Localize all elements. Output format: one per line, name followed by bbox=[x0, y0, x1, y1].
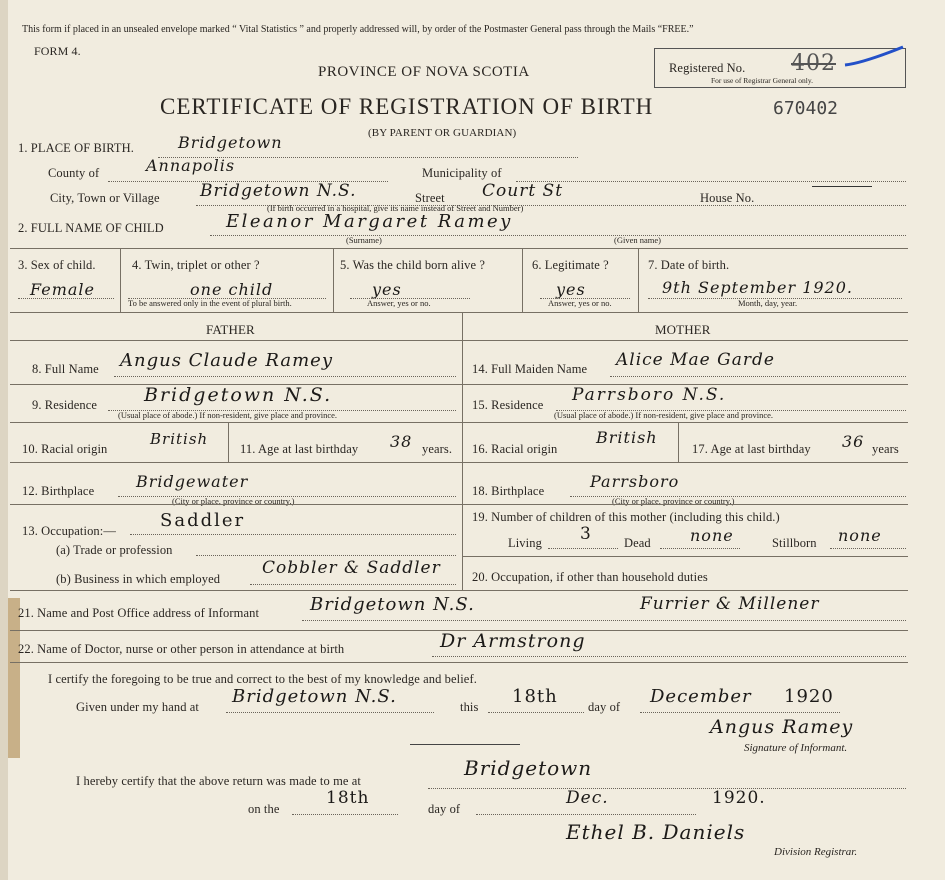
certificate-subtitle: (BY PARENT OR GUARDIAN) bbox=[368, 127, 517, 139]
father-occupation-value: Saddler bbox=[160, 510, 246, 531]
registrar-caption: Division Registrar. bbox=[774, 846, 858, 858]
father-age-label: 11. Age at last birthday bbox=[240, 442, 359, 456]
place-value: Bridgetown bbox=[178, 133, 283, 152]
mother-birthplace-label: 18. Birthplace bbox=[472, 484, 545, 498]
place-label: 1. PLACE OF BIRTH. bbox=[18, 141, 134, 155]
stillborn-value: none bbox=[838, 526, 882, 545]
stillborn-label: Stillborn bbox=[772, 536, 817, 550]
city-value: Bridgetown N.S. bbox=[200, 181, 357, 201]
informant-signature: Angus Ramey bbox=[710, 716, 854, 738]
certify-line: I certify the foregoing to be true and correct to the best of my knowledge and belief. bbox=[48, 672, 477, 686]
father-race-label: 10. Racial origin bbox=[22, 442, 108, 456]
surname-note: (Surname) bbox=[346, 235, 382, 245]
child-value: Eleanor Margaret Ramey bbox=[226, 211, 513, 232]
certify-day: 18th bbox=[512, 686, 558, 707]
checkmark-icon bbox=[843, 43, 913, 73]
street-value: Court St bbox=[482, 181, 564, 201]
alive-value: yes bbox=[372, 280, 402, 299]
trade-label: (a) Trade or profession bbox=[56, 543, 173, 557]
father-occupation-label: 13. Occupation:— bbox=[22, 524, 116, 538]
alive-note: Answer, yes or no. bbox=[367, 298, 431, 308]
informant-value-2: Furrier & Millener bbox=[640, 594, 820, 614]
alive-label: 5. Was the child born alive ? bbox=[340, 258, 486, 272]
registered-note: For use of Registrar General only. bbox=[711, 76, 813, 85]
hospital-note: (If birth occurred in a hospital, give its name instead of Street and Number) bbox=[267, 203, 524, 213]
doctor-value: Dr Armstrong bbox=[440, 630, 586, 652]
father-race-value: British bbox=[150, 430, 209, 448]
city-label: City, Town or Village bbox=[50, 191, 160, 205]
registrar-day: 18th bbox=[326, 788, 370, 808]
mother-years: years bbox=[872, 442, 899, 456]
living-value: 3 bbox=[580, 524, 592, 544]
mother-residence-label: 15. Residence bbox=[472, 398, 544, 412]
registered-box bbox=[654, 48, 906, 88]
dead-label: Dead bbox=[624, 536, 651, 550]
certify-day-of: day of bbox=[588, 700, 621, 714]
sex-value: Female bbox=[30, 280, 95, 299]
father-birthplace-note: (City or place, province or country.) bbox=[172, 496, 295, 506]
mother-residence-value: Parrsboro N.S. bbox=[572, 385, 727, 405]
twin-label: 4. Twin, triplet or other ? bbox=[132, 258, 260, 272]
stamp-number: 670402 bbox=[773, 98, 839, 119]
mail-notice: This form if placed in an unsealed envelope marked “ Vital Statistics ” and properly addressed will, by order of the Postmaster General pass through the Mails “FREE.” bbox=[22, 24, 694, 35]
registrar-place: Bridgetown bbox=[464, 756, 593, 780]
registrar-line: I hereby certify that the above return was made to me at bbox=[76, 774, 361, 788]
mother-birthplace-note: (City or place, province or country.) bbox=[612, 496, 735, 506]
informant-signature-caption: Signature of Informant. bbox=[744, 742, 848, 754]
mother-name-value: Alice Mae Garde bbox=[616, 350, 775, 370]
mother-residence-note: (Usual place of abode.) If non-resident, give place and province. bbox=[554, 410, 774, 420]
county-value: Annapolis bbox=[146, 156, 236, 175]
father-birthplace-value: Bridgewater bbox=[136, 472, 249, 491]
registered-label: Registered No. bbox=[669, 61, 746, 75]
registrar-on-the: on the bbox=[248, 802, 280, 816]
dead-value: none bbox=[690, 526, 734, 545]
doctor-label: 22. Name of Doctor, nurse or other person in attendance at birth bbox=[18, 642, 345, 656]
children-label: 19. Number of children of this mother (including this child.) bbox=[472, 510, 780, 524]
registrar-signature: Ethel B. Daniels bbox=[566, 820, 746, 844]
mother-heading: MOTHER bbox=[655, 322, 711, 337]
given-place: Bridgetown N.S. bbox=[232, 686, 397, 707]
child-label: 2. FULL NAME OF CHILD bbox=[18, 221, 164, 235]
date-note: Month, day, year. bbox=[738, 298, 798, 308]
registrar-year: 1920. bbox=[712, 788, 766, 808]
given-label: Given under my hand at bbox=[76, 700, 200, 714]
legit-value: yes bbox=[556, 280, 586, 299]
mother-age-value: 36 bbox=[842, 432, 865, 451]
mother-race-label: 16. Racial origin bbox=[472, 442, 558, 456]
province-heading: PROVINCE OF NOVA SCOTIA bbox=[318, 64, 530, 80]
business-value: Cobbler & Saddler bbox=[262, 558, 441, 578]
father-name-value: Angus Claude Ramey bbox=[120, 350, 334, 371]
mother-occupation-label: 20. Occupation, if other than household duties bbox=[472, 570, 708, 584]
twin-note: To be answered only in the event of plural birth. bbox=[128, 298, 292, 308]
divider-rule bbox=[410, 744, 520, 745]
date-label: 7. Date of birth. bbox=[648, 258, 730, 272]
legit-label: 6. Legitimate ? bbox=[532, 258, 609, 272]
registered-value: 402 bbox=[791, 51, 836, 76]
informant-value: Bridgetown N.S. bbox=[310, 594, 475, 615]
house-label: House No. bbox=[700, 191, 755, 205]
informant-label: 21. Name and Post Office address of Informant bbox=[18, 606, 260, 620]
mother-race-value: British bbox=[596, 428, 658, 447]
father-birthplace-label: 12. Birthplace bbox=[22, 484, 95, 498]
certificate-title: CERTIFICATE OF REGISTRATION OF BIRTH bbox=[160, 94, 654, 119]
house-dash bbox=[812, 186, 872, 187]
legit-note: Answer, yes or no. bbox=[548, 298, 612, 308]
father-years: years. bbox=[422, 442, 453, 456]
mother-birthplace-value: Parrsboro bbox=[590, 472, 680, 491]
twin-value: one child bbox=[190, 280, 274, 299]
municipality-label: Municipality of bbox=[422, 166, 502, 180]
date-value: 9th September 1920. bbox=[662, 278, 853, 297]
father-name-label: 8. Full Name bbox=[32, 362, 99, 376]
given-note: (Given name) bbox=[614, 235, 661, 245]
street-label: Street bbox=[415, 191, 445, 205]
father-residence-label: 9. Residence bbox=[32, 398, 98, 412]
registrar-day-of: day of bbox=[428, 802, 461, 816]
certify-year: 1920 bbox=[784, 686, 834, 707]
sex-label: 3. Sex of child. bbox=[18, 258, 96, 272]
father-residence-note: (Usual place of abode.) If non-resident, give place and province. bbox=[118, 410, 338, 420]
living-label: Living bbox=[508, 536, 542, 550]
father-residence-value: Bridgetown N.S. bbox=[144, 384, 333, 406]
certify-month: December bbox=[650, 686, 752, 707]
father-age-value: 38 bbox=[390, 432, 413, 451]
father-heading: FATHER bbox=[206, 322, 255, 337]
mother-age-label: 17. Age at last birthday bbox=[692, 442, 811, 456]
fold-mark-left bbox=[0, 0, 8, 880]
this-label: this bbox=[460, 700, 479, 714]
mother-name-label: 14. Full Maiden Name bbox=[472, 362, 588, 376]
county-label: County of bbox=[48, 166, 100, 180]
business-label: (b) Business in which employed bbox=[56, 572, 221, 586]
registrar-month: Dec. bbox=[566, 788, 609, 808]
form-number: FORM 4. bbox=[34, 44, 81, 58]
